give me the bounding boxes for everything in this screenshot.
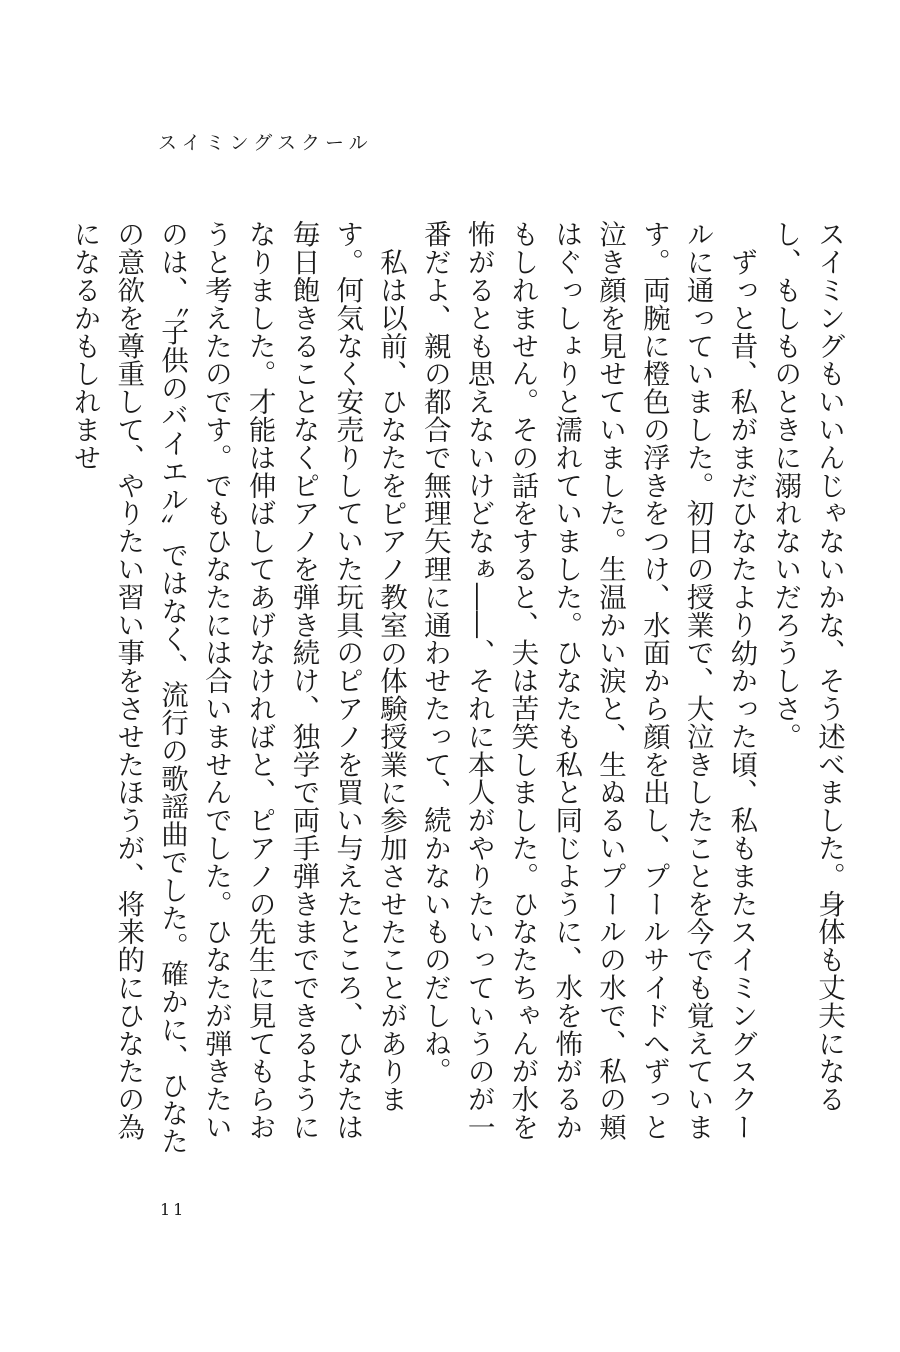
paragraph-2: ずっと昔、私がまだひなたより幼かった頃、私もまたスイミングスクールに通っていました。初日の授業で、大泣きしたことを今でも覚えています。両腕に橙色の浮きをつけ、水面から顔を出し、プールサイドへずっと泣き顔を見せていました。生温かい涙と、生ぬるいプールの水で、私の頬はぐっしょりと濡れていました。ひなたも私と同じように、水を怖がるかもしれません。その話をすると、夫は苦笑しました。ひなたちゃんが水を怖がるとも思えないけどなぁ――、それに本人がやりたいっていうのが一番だよ、親の都合で無理矢理に通わせたって、続かないものだしね。	[418, 220, 758, 1141]
paragraph-3: 私は以前、ひなたをピアノ教室の体験授業に参加させたことがあります。何気なく安売りしていた玩具のピアノを買い与えたところ、ひなたは毎日飽きることなくピアノを弾き続け、独学で両手弾きまでできるようになりました。才能は伸ばしてあげなければと、ピアノの先生に見てもらおうと考えたのです。でもひなたには合いませんでした。ひなたが弾きたいのは、〝子供のバイエル〟ではなく、流行の歌謡曲でした。確かに、ひなたの意欲を尊重して、やりたい習い事をさせたほうが、将来的にひなたの為になるかもしれませ	[68, 220, 408, 1155]
paragraph-1: スイミングもいいんじゃないかな、そう述べました。身体も丈夫になるし、もしものときに溺れないだろうしさ。	[769, 220, 845, 1113]
body-text	[68, 220, 850, 1160]
running-head: スイミングスクール	[158, 132, 373, 154]
page-number: 11	[160, 1200, 187, 1219]
